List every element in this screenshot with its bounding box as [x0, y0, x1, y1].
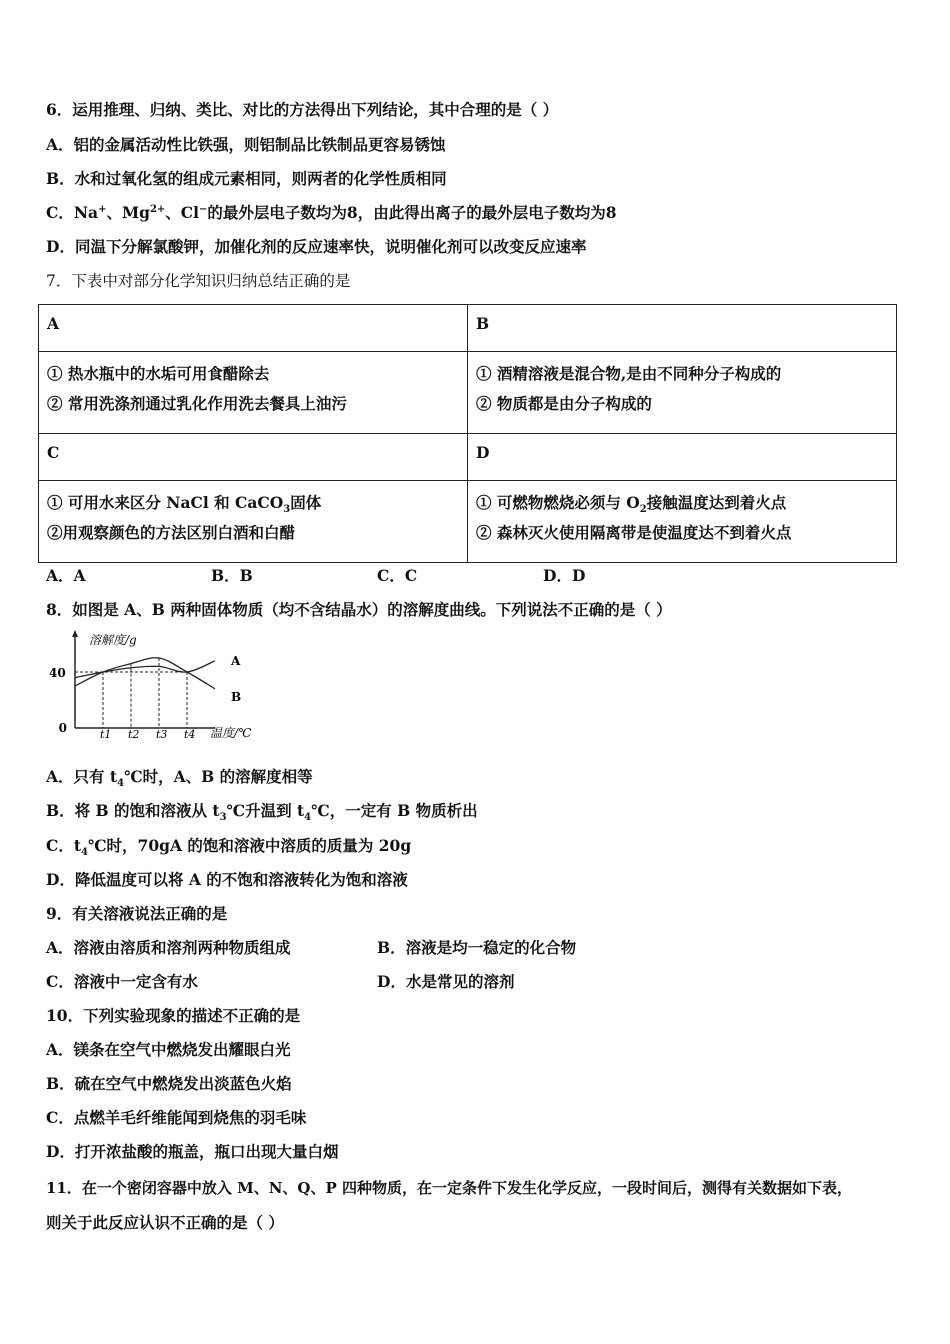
- q8-a-sub: 4: [117, 778, 125, 790]
- q7-option-c[interactable]: C．C: [377, 566, 418, 585]
- q6-c-sup-2: 2+: [149, 203, 166, 215]
- q7-b-item-2: ② 物质都是由分子构成的: [476, 394, 652, 413]
- q7-cell-c-head: C: [39, 434, 468, 481]
- q6-c-text-3: 、Cl: [165, 203, 200, 222]
- q8-c-sub: 4: [81, 847, 88, 859]
- q7-d-item-1: [476, 486, 888, 520]
- q11-stem-line-2: 则关于此反应认识不正确的是（ ）: [46, 1213, 284, 1232]
- q7-c-item-1: [47, 486, 459, 520]
- q7-c-item-1-text: ① 可用水来区分 NaCl 和 CaCO: [47, 493, 284, 512]
- q9-option-a[interactable]: A．溶液由溶质和溶剂两种物质组成: [46, 938, 291, 957]
- q7-option-d[interactable]: D．D: [543, 566, 586, 585]
- q7-a-item-2: ② 常用洗涤剂通过乳化作用洗去餐具上油污: [47, 394, 347, 413]
- q7-cell-d-body: [468, 481, 897, 563]
- solubility-chart: [45, 628, 285, 743]
- q8-b-text: B．将 B 的饱和溶液从 t: [46, 801, 220, 820]
- q8-b-sub-2: 4: [304, 812, 312, 824]
- q7-knowledge-table: [38, 304, 897, 563]
- q8-b-sub-1: 3: [219, 812, 227, 824]
- q7-c-item-2: ②用观察颜色的方法区别白酒和白醋: [47, 523, 296, 542]
- q7-cell-d-head: D: [468, 434, 897, 481]
- q6-c-text-1: C．Na: [46, 203, 99, 222]
- q9-option-c[interactable]: C．溶液中一定含有水: [46, 972, 198, 991]
- x-tick-t4: t4: [184, 728, 196, 741]
- q7-a-item-1: ① 热水瓶中的水垢可用食醋除去: [47, 364, 270, 383]
- y-axis-label: 溶解度/g: [89, 633, 137, 647]
- q6-stem: 6．运用推理、归纳、类比、对比的方法得出下列结论，其中合理的是（ ）: [46, 100, 559, 119]
- q7-cell-a-body: [39, 352, 468, 434]
- q10-option-c[interactable]: C．点燃羊毛纤维能闻到烧焦的羽毛味: [46, 1108, 307, 1127]
- q8-c-text-2: ℃时，70gA 的饱和溶液中溶质的质量为 20g: [87, 836, 412, 855]
- q8-option-a[interactable]: [46, 767, 313, 790]
- q7-d-item-1-text-2: 接触温度达到着火点: [646, 493, 787, 512]
- q11-stem-line-1: 11．在一个密闭容器中放入 M、N、Q、P 四种物质，在一定条件下发生化学反应，一段时间后，测得有关数据如下表，: [46, 1179, 852, 1197]
- q6-c-sup-1: +: [98, 203, 107, 215]
- q8-option-c[interactable]: [46, 836, 412, 859]
- x-tick-t2: t2: [128, 728, 140, 741]
- x-tick-t3: t3: [156, 728, 168, 741]
- q10-option-b[interactable]: B．硫在空气中燃烧发出淡蓝色火焰: [46, 1074, 292, 1093]
- q7-option-b[interactable]: B．B: [211, 566, 253, 585]
- q7-cell-a-head: A: [39, 305, 468, 352]
- series-a-label: A: [231, 654, 241, 668]
- q8-a-text: A．只有 t: [46, 767, 118, 786]
- q6-option-d[interactable]: D．同温下分解氯酸钾，加催化剂的反应速率快，说明催化剂可以改变反应速率: [46, 237, 587, 256]
- q7-option-a[interactable]: A．A: [46, 566, 86, 585]
- q7-d-item-1-sub: 2: [639, 504, 647, 516]
- q10-option-a[interactable]: A．镁条在空气中燃烧发出耀眼白光: [46, 1040, 291, 1059]
- y-axis-arrow: [72, 630, 78, 637]
- q7-c-item-1-text-2: 固体: [290, 493, 322, 512]
- q6-c-sup-3: −: [199, 203, 208, 215]
- q9-option-b[interactable]: B．溶液是均一稳定的化合物: [377, 938, 577, 957]
- q9-option-d[interactable]: D．水是常见的溶剂: [377, 972, 515, 991]
- q8-option-d[interactable]: D．降低温度可以将 A 的不饱和溶液转化为饱和溶液: [46, 870, 408, 889]
- q8-stem: 8．如图是 A、B 两种固体物质（均不含结晶水）的溶解度曲线。下列说法不正确的是（ ）: [46, 600, 672, 619]
- q7-d-item-2: ② 森林灭火使用隔离带是使温度达不到着火点: [476, 523, 792, 542]
- q6-option-c[interactable]: [46, 203, 617, 223]
- q7-b-item-1: ① 酒精溶液是混合物,是由不同种分子构成的: [476, 364, 782, 383]
- q7-d-item-1-text: ① 可燃物燃烧必须与 O: [476, 493, 640, 512]
- q6-option-b[interactable]: B．水和过氧化氢的组成元素相同，则两者的化学性质相同: [46, 169, 447, 188]
- q8-b-text-3: ℃，一定有 B 物质析出: [311, 801, 478, 820]
- q6-c-text-2: 、Mg: [106, 203, 150, 222]
- q8-b-text-2: ℃升温到 t: [226, 801, 305, 820]
- x-ticks-group: [100, 728, 195, 741]
- origin-label: 0: [58, 721, 67, 735]
- q7-cell-b-body: [468, 352, 897, 434]
- q9-stem: 9．有关溶液说法正确的是: [46, 904, 228, 923]
- x-axis-label: 温度/℃: [210, 726, 252, 740]
- y-tick-40: 40: [49, 666, 66, 680]
- q8-option-b[interactable]: [46, 801, 478, 824]
- q7-cell-b-head: B: [468, 305, 897, 352]
- q8-a-text-2: ℃时，A、B 的溶解度相等: [124, 767, 313, 786]
- q8-c-text: C．t: [46, 836, 81, 855]
- q7-cell-c-body: [39, 481, 468, 563]
- x-tick-t1: t1: [100, 728, 112, 741]
- series-b-label: B: [231, 690, 242, 704]
- q6-c-text-4: 的最外层电子数均为8，由此得出离子的最外层电子数均为8: [207, 203, 617, 222]
- q10-stem: 10．下列实验现象的描述不正确的是: [46, 1006, 301, 1025]
- q7-stem: 7．下表中对部分化学知识归纳总结正确的是: [46, 272, 351, 290]
- q7-c-item-1-sub: 3: [283, 504, 291, 516]
- q6-option-a[interactable]: A．铝的金属活动性比铁强，则铝制品比铁制品更容易锈蚀: [46, 135, 446, 154]
- q10-option-d[interactable]: D．打开浓盐酸的瓶盖，瓶口出现大量白烟: [46, 1142, 339, 1161]
